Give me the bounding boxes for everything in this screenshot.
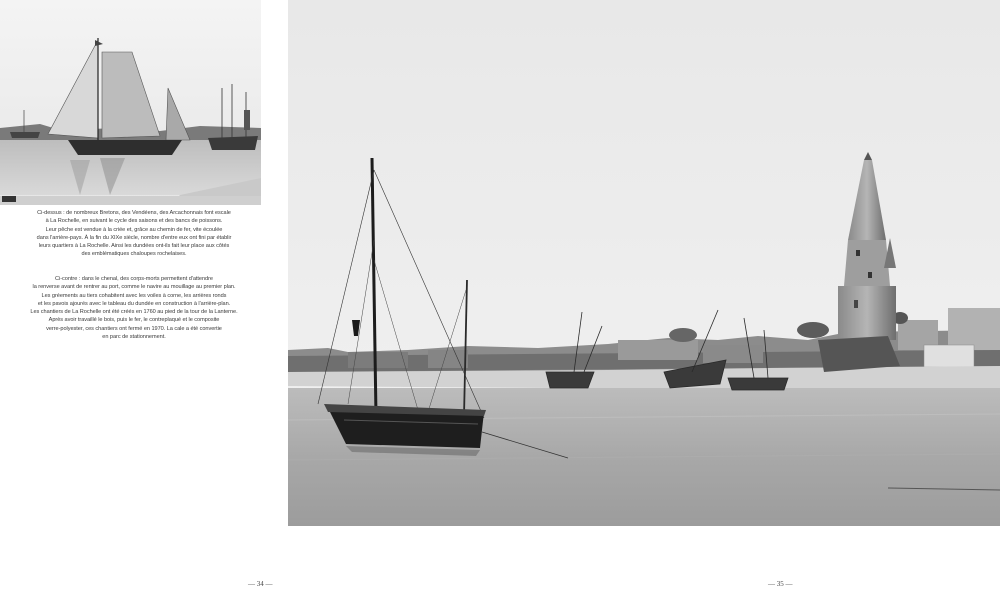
caption-line: des emblématiques chaloupes rochelaises. [81, 251, 187, 258]
caption-line: dans l'arrière-pays. À la fin du XIXe siècle, nombre d'entre eux ont fini par établir [36, 234, 232, 241]
caption-line: la renverse avant de rentrer au port, comme le navire au mouillage au premier plan. [32, 284, 236, 291]
page-number-right: — 35 — [768, 580, 793, 588]
caption-line: leurs quartiers à La Rochelle. Ainsi les dundées ont-ils fait leur place aux côtés [38, 243, 230, 250]
harbour-sailboats-photo [0, 0, 261, 205]
caption-line: et les pavois ajourés avec le tableau du dundée en construction à l'arrière-plan. [37, 300, 231, 307]
caption-line: Les chantiers de La Rochelle ont été créés en 1760 au pied de la tour de la Lanterne. [30, 309, 238, 316]
page-number-left: — 34 — [248, 580, 273, 588]
caption-line: Ci-dessus : de nombreux Bretons, des Vendéens, des Arcachonnais font escale [37, 210, 231, 216]
caption-line: verre-polyester, ces chantiers ont fermé en 1970. La cale a été convertie [46, 325, 222, 332]
caption-above [10, 209, 258, 259]
caption-line: à La Rochelle, en suivant le cycle des saisons et des bancs de poissons. [45, 218, 223, 225]
caption-line: Après avoir travaillé le bois, puis le fer, le contreplaqué et le composite [48, 317, 220, 324]
lanterne-tower-channel-photo [288, 0, 1000, 526]
caption-line: en parc de stationnement. [102, 334, 166, 341]
caption-line: Leur pêche est vendue à la criée et, grâce au chemin de fer, vite écoulée [45, 226, 223, 233]
caption-line: Ci-contre : dans le chenal, des corps-morts permettent d'attendre [55, 276, 213, 282]
lanterne-tower-channel-image [288, 0, 1000, 526]
caption-left [10, 275, 258, 341]
harbour-sailboats-image [0, 0, 261, 205]
caption-line: Les gréements au tiers cohabitent avec les voiles à corne, les arrières ronds [41, 292, 227, 299]
